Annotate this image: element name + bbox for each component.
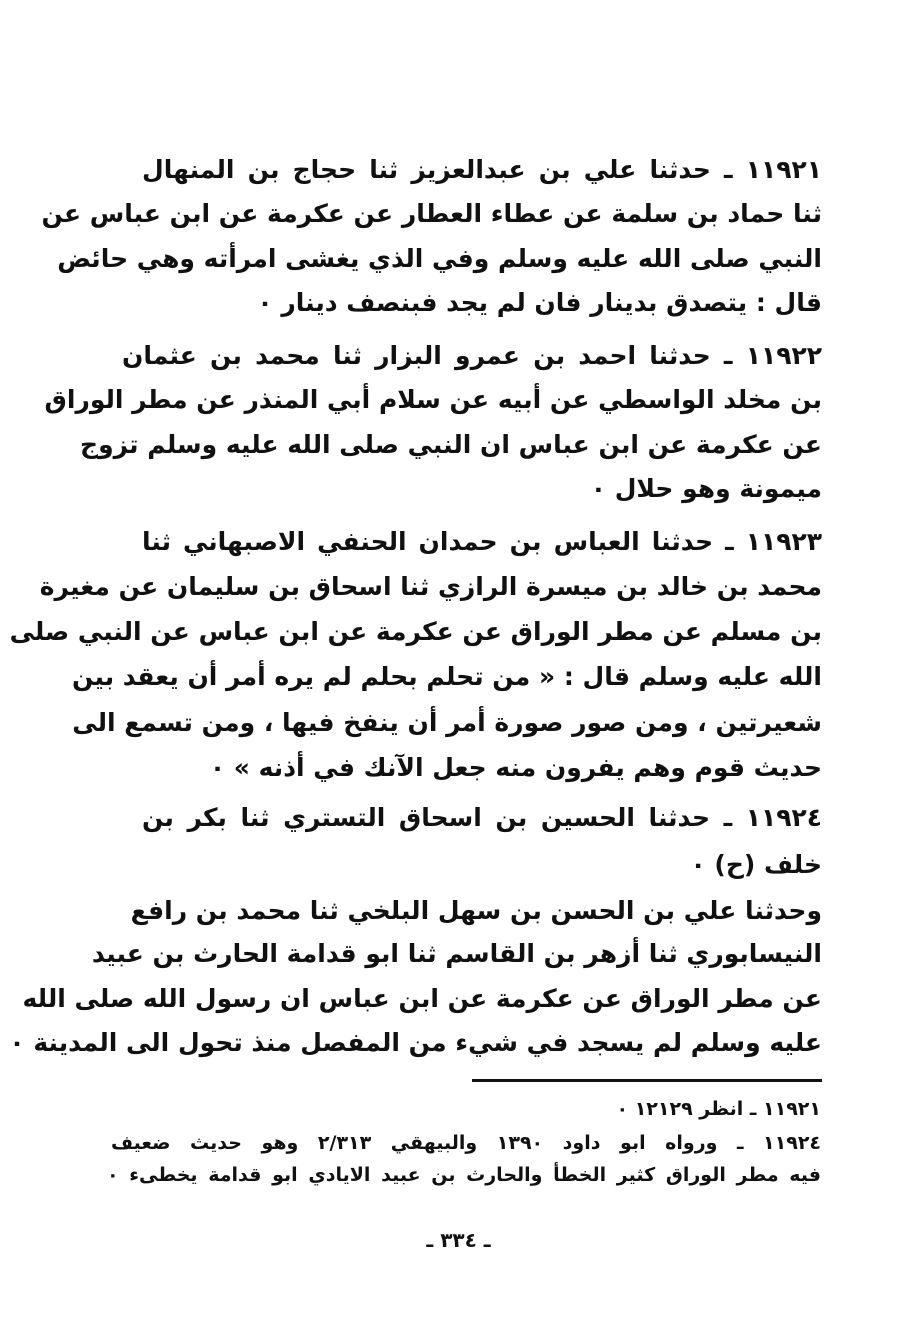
entry-line: ميمونة وهو حلال ٠ — [590, 474, 822, 503]
entry-line: ١١٩٢٢ ـ حدثنا احمد بن عمرو البزار ثنا محمد بن عثمان — [122, 341, 822, 370]
entry-line: ١١٩٢٣ ـ حدثنا العباس بن حمدان الحنفي الاصبهاني ثنا — [142, 527, 822, 556]
entry-line: النيسابوري ثنا أزهر بن القاسم ثنا ابو قدامة الحارث بن عبيد — [91, 939, 822, 968]
entry-line: حديث قوم وهم يفرون منه جعل الآنك في أذنه » ٠ — [209, 753, 822, 782]
footnote-divider — [472, 1079, 822, 1082]
hadith-entry-11922 — [44, 336, 822, 516]
entry-line: محمد بن خالد بن ميسرة الرازي ثنا اسحاق بن سليمان عن مغيرة — [39, 572, 822, 601]
hadith-entry-11921 — [41, 150, 822, 320]
footnote-11924: ١١٩٢٤ ـ ورواه ابو داود ١٣٩٠ والبيهقي ٢/٣١٣ وهو حديث ضعيف — [111, 1132, 822, 1154]
entry-line: قال : يتصدق بدينار فان لم يجد فبنصف دينار ٠ — [257, 288, 822, 317]
entry-line: عليه وسلم لم يسجد في شيء من المفصل منذ تحول الى المدينة ٠ — [9, 1028, 822, 1057]
entry-line: النبي صلى الله عليه وسلم وفي الذي يغشى امرأته وهي حائض — [57, 244, 822, 273]
entry-line: خلف (ح) ٠ — [690, 850, 822, 879]
entry-line: ١١٩٢١ ـ حدثنا علي بن عبدالعزيز ثنا حجاج بن المنهال — [142, 155, 822, 184]
entry-line: الله عليه وسلم قال : « من تحلم بحلم لم يره أمر أن يعقد بين — [72, 662, 822, 691]
entry-line: ١١٩٢٤ ـ حدثنا الحسين بن اسحاق التستري ثنا بكر بن — [142, 803, 822, 832]
entry-line: ثنا حماد بن سلمة عن عطاء العطار عن عكرمة عن ابن عباس عن — [41, 199, 822, 228]
hadith-entry-11923 — [9, 522, 822, 792]
hadith-entry-11924 — [9, 798, 822, 1068]
entry-line: وحدثنا علي بن الحسن بن سهل البلخي ثنا محمد بن رافع — [130, 896, 822, 925]
entry-line: عن مطر الوراق عن عكرمة عن ابن عباس ان رسول الله صلى الله — [22, 984, 822, 1013]
footnote-11924-continued: فيه مطر الوراق كثير الخطأ والحارث بن عبيد الايادي ابو قدامة يخطىء ٠ — [107, 1164, 821, 1186]
entry-line: عن عكرمة عن ابن عباس ان النبي صلى الله عليه وسلم تزوج — [80, 430, 822, 459]
footnote-11921: ١١٩٢١ ـ انظر ١٢١٢٩ ٠ — [616, 1098, 821, 1120]
entry-line: بن مسلم عن مطر الوراق عن عكرمة عن ابن عباس عن النبي صلى — [9, 617, 822, 646]
page-number: ـ ٣٣٤ ـ — [426, 1228, 491, 1252]
entry-line: شعيرتين ، ومن صور صورة أمر أن ينفخ فيها ، ومن تسمع الى — [72, 708, 822, 737]
entry-line: بن مخلد الواسطي عن أبيه عن سلام أبي المنذر عن مطر الوراق — [44, 385, 822, 414]
